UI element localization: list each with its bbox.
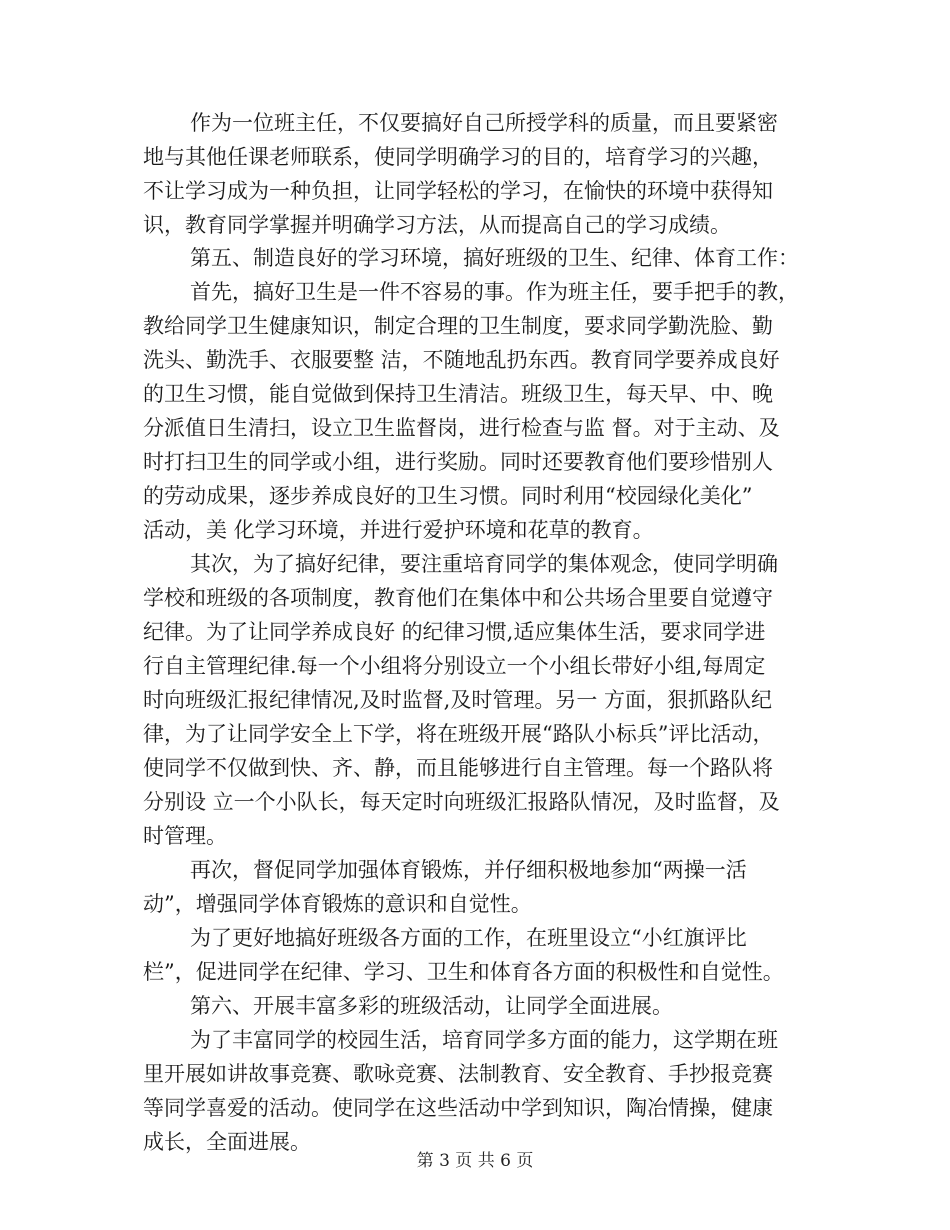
body-line-4: 识，教育同学掌握并明确学习方法，从而提高自己的学习成绩。 — [143, 213, 731, 237]
body-line-20: 使同学不仅做到快、齐、静，而且能够进行自主管理。每一个路队将 — [143, 756, 773, 780]
page-number-footer: 第 3 页 共 6 页 — [416, 1151, 534, 1171]
body-line-9: 的卫生习惯，能自觉做到保持卫生清洁。班级卫生，每天早、中、晚 — [143, 382, 773, 406]
body-line-19: 律，为了让同学安全上下学，将在班级开展“路队小标兵”评比活动， — [143, 722, 774, 746]
body-line-2: 地与其他任课老师联系，使同学明确学习的目的，培育学习的兴趣， — [143, 145, 773, 169]
body-line-13: 活动，美 化学习环境，并进行爱护环境和花草的教育。 — [143, 518, 654, 542]
body-line-16: 纪律。为了让同学养成良好 的纪律习惯,适应集体生活，要求同学进 — [143, 620, 766, 644]
body-line-21: 分别设 立一个小队长，每天定时向班级汇报路队情况，及时监督，及 — [143, 790, 780, 814]
body-line-14: 其次，为了搞好纪律，要注重培育同学的集体观念，使同学明确 — [190, 552, 778, 576]
body-line-10: 分派值日生清扫，设立卫生监督岗，进行检查与监 督。对于主动、及 — [143, 416, 780, 440]
body-line-6: 首先，搞好卫生是一件不容易的事。作为班主任，要手把手的教， — [190, 280, 799, 304]
body-line-26: 栏”，促进同学在纪律、学习、卫生和体育各方面的积极性和自觉性。 — [143, 960, 784, 984]
body-line-30: 等同学喜爱的活动。使同学在这些活动中学到知识，陶冶情操，健康 — [143, 1096, 773, 1120]
body-line-28: 为了丰富同学的校园生活，培育同学多方面的能力，这学期在班 — [190, 1028, 778, 1052]
body-line-11: 时打扫卫生的同学或小组，进行奖励。同时还要教育他们要珍惜别人 — [143, 450, 773, 474]
body-line-15: 学校和班级的各项制度，教育他们在集体中和公共场合里要自觉遵守 — [143, 586, 773, 610]
body-line-7: 教给同学卫生健康知识，制定合理的卫生制度，要求同学勤洗脸、勤 — [143, 314, 773, 338]
body-line-22: 时管理。 — [143, 824, 227, 848]
body-line-23: 再次，督促同学加强体育锻炼，并仔细积极地参加“两操一活 — [190, 858, 747, 882]
body-line-3: 不让学习成为一种负担，让同学轻松的学习，在愉快的环境中获得知 — [143, 179, 773, 203]
section-heading-6: 第六、开展丰富多彩的班级活动，让同学全面进展。 — [190, 994, 673, 1018]
body-line-17: 行自主管理纪律.每一个小组将分别设立一个小组长带好小组,每周定 — [143, 654, 766, 678]
body-line-31: 成长，全面进展。 — [143, 1130, 311, 1154]
body-line-12: 的劳动成果，逐步养成良好的卫生习惯。同时利用“校园绿化美化” — [143, 484, 753, 508]
body-line-1: 作为一位班主任，不仅要搞好自己所授学科的质量，而且要紧密 — [190, 111, 778, 135]
body-line-8: 洗头、勤洗手、衣服要整 洁，不随地乱扔东西。教育同学要养成良好 — [143, 348, 780, 372]
body-line-24: 动”，增强同学体育锻炼的意识和自觉性。 — [143, 892, 532, 916]
body-line-18: 时向班级汇报纪律情况,及时监督,及时管理。另一 方面，狠抓路队纪 — [143, 688, 773, 712]
body-line-29: 里开展如讲故事竞赛、歌咏竞赛、法制教育、安全教育、手抄报竞赛 — [143, 1062, 773, 1086]
section-heading-5: 第五、制造良好的学习环境，搞好班级的卫生、纪律、体育工作： — [190, 246, 799, 270]
body-line-25: 为了更好地搞好班级各方面的工作，在班里设立“小红旗评比 — [190, 926, 747, 950]
